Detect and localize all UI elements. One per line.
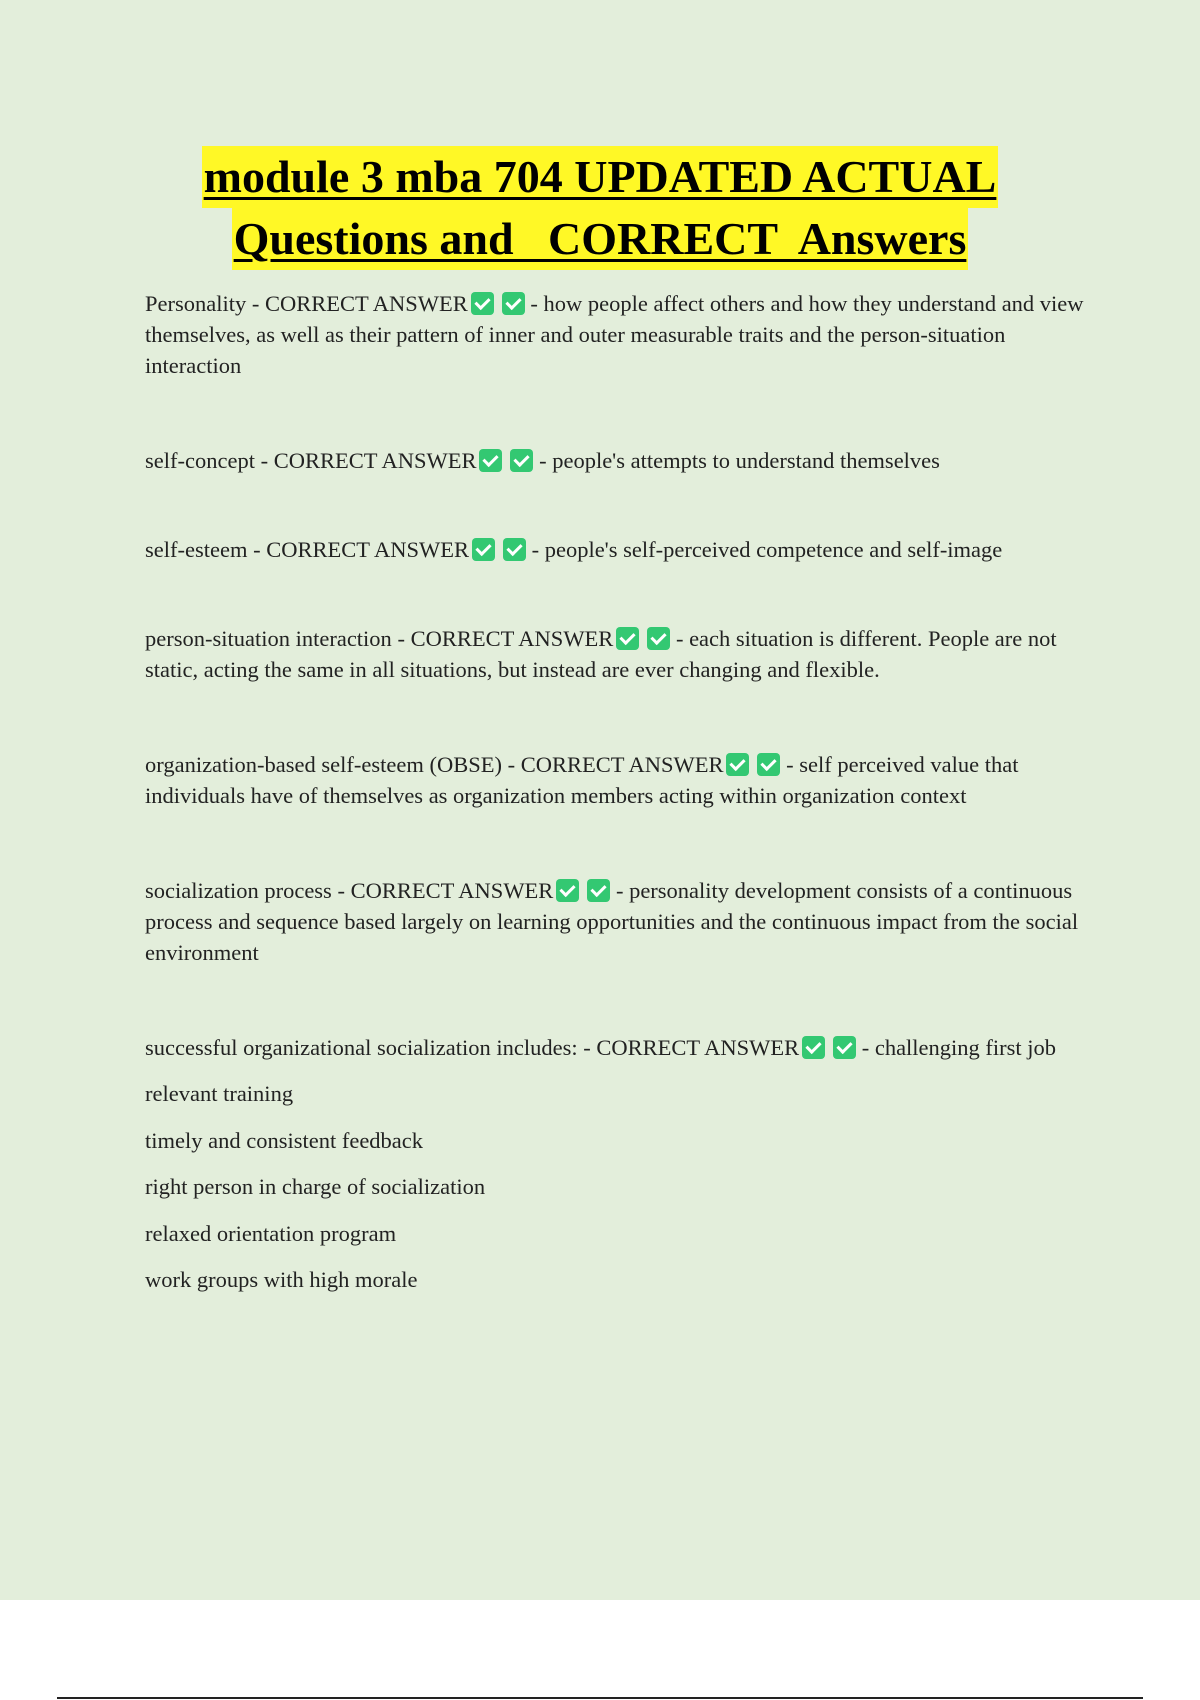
check-mark-icon	[757, 753, 780, 776]
list-item: timely and consistent feedback	[145, 1127, 424, 1153]
check-mark-icon	[726, 753, 749, 776]
check-mark-icon	[510, 449, 533, 472]
answer-marker: CORRECT ANSWER	[266, 537, 469, 562]
check-mark-icon	[587, 879, 610, 902]
qa-item: self-concept - CORRECT ANSWER - people's attempts to understand themselves	[145, 448, 940, 473]
socialization-list	[145, 1078, 1090, 1295]
qa-item: organization-based self-esteem (OBSE) - CORRECT ANSWER - self perceived value that individuals have of themselves as organization members acting within organization context	[145, 752, 1019, 808]
answer-marker: CORRECT ANSWER	[596, 1035, 800, 1060]
list-item: relevant training	[145, 1081, 294, 1106]
qa-definition: people's attempts to understand themselves	[552, 448, 940, 473]
answer-marker: CORRECT ANSWER	[410, 626, 614, 651]
qa-term: self-concept	[145, 448, 255, 473]
qa-term: self-esteem	[145, 537, 248, 562]
qa-term: socialization process	[145, 878, 332, 903]
check-mark-icon	[833, 1036, 856, 1059]
qa-item: socialization process - CORRECT ANSWER - personality development consists of a continuous process and sequence based largely on learning opportunities and the continuous impact from the social environment	[145, 878, 1079, 965]
check-mark-icon	[471, 292, 494, 315]
answer-marker: CORRECT ANSWER	[350, 878, 554, 903]
qa-definition: each situation is different. People are not static, acting the same in all situations, but instead are ever changing and flexible.	[145, 626, 1057, 682]
document-title	[0, 146, 1200, 270]
answer-marker: CORRECT ANSWER	[265, 291, 468, 316]
qa-definition: personality development consists of a continuous process and sequence based largely on learning opportunities and the continuous impact from the social environment	[145, 878, 1079, 965]
qa-item: Personality - CORRECT ANSWER - how people affect others and how they understand and view themselves, as well as their pattern of inner and outer measurable traits and the person-situation interaction	[145, 291, 1084, 378]
check-mark-icon	[503, 538, 526, 561]
check-mark-icon	[502, 292, 525, 315]
qa-definition: how people affect others and how they understand and view themselves, as well as their pattern of inner and outer measurable traits and the person-situation interaction	[145, 291, 1084, 378]
qa-definition: challenging first job	[874, 1035, 1057, 1060]
qa-definition: people's self-perceived competence and self-image	[544, 537, 1003, 562]
list-item: relaxed orientation program	[145, 1220, 397, 1246]
check-mark-icon	[802, 1036, 825, 1059]
page-divider	[57, 1697, 1143, 1699]
answer-marker: CORRECT ANSWER	[520, 752, 724, 777]
title-line-2: Questions and CORRECT Answers	[232, 208, 969, 270]
qa-term: successful organizational socialization includes:	[145, 1035, 578, 1060]
qa-list	[145, 288, 1090, 1311]
title-line-1: module 3 mba 704 UPDATED ACTUAL	[202, 146, 999, 208]
check-mark-icon	[616, 627, 639, 650]
qa-term: organization-based self-esteem (OBSE)	[145, 752, 502, 777]
qa-item: successful organizational socialization includes: - CORRECT ANSWER - challenging first job	[145, 1035, 1057, 1060]
list-item: right person in charge of socialization	[145, 1174, 486, 1199]
qa-item: self-esteem - CORRECT ANSWER - people's self-perceived competence and self-image	[145, 537, 1003, 562]
answer-marker: CORRECT ANSWER	[273, 448, 477, 473]
qa-term: Personality	[145, 291, 247, 316]
check-mark-icon	[479, 449, 502, 472]
check-mark-icon	[472, 538, 495, 561]
qa-item: person-situation interaction - CORRECT ANSWER - each situation is different. People are not static, acting the same in all situations, but instead are ever changing and flexible.	[145, 626, 1057, 682]
check-mark-icon	[647, 627, 670, 650]
qa-term: person-situation interaction	[145, 626, 392, 651]
list-item: work groups with high morale	[145, 1267, 418, 1292]
check-mark-icon	[556, 879, 579, 902]
qa-definition: self perceived value that individuals have of themselves as organization members acting within organization context	[145, 752, 1019, 808]
